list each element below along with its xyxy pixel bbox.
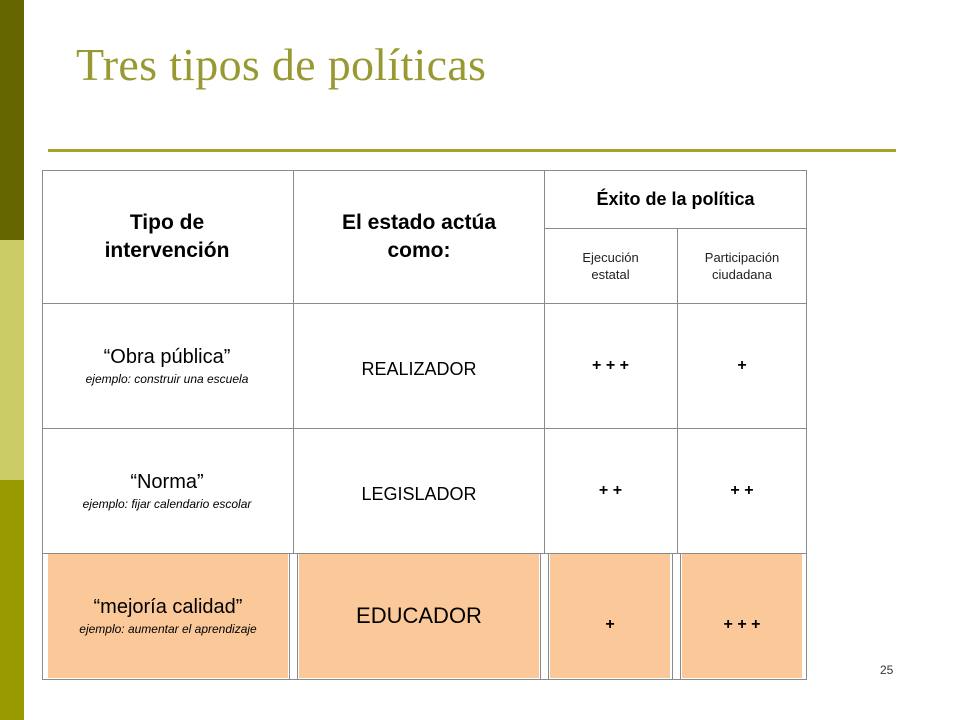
table-row-3-participation — [682, 554, 802, 678]
row-2-participation-score: + + — [730, 481, 754, 499]
table-row-1-type — [42, 303, 292, 428]
row-2-title: “Norma” — [130, 470, 204, 493]
row-1-execution-score: + + + — [592, 356, 629, 374]
table-row-1-actor — [294, 303, 544, 428]
table-divider-row-1 — [42, 303, 807, 304]
header-citizen-participation-label: Participación ciudadana — [704, 249, 780, 282]
table-border-bottom — [42, 679, 807, 680]
row-1-title: “Obra pública” — [103, 345, 231, 368]
row-3-divider-f — [680, 554, 681, 680]
policy-table — [42, 170, 807, 680]
row-1-example: ejemplo: construir una escuela — [85, 371, 249, 386]
header-intervention-type-label: Tipo de intervención — [104, 210, 230, 262]
row-3-divider-a — [289, 554, 290, 680]
header-state-role-label: El estado actúa como: — [341, 210, 497, 262]
row-2-example: ejemplo: fijar calendario escolar — [82, 496, 252, 511]
header-state-execution-label: Ejecución estatal — [582, 249, 639, 282]
table-row-1-participation — [677, 303, 807, 428]
header-policy-success — [544, 170, 807, 228]
header-intervention-type — [42, 170, 292, 303]
table-divider-col-3 — [677, 228, 678, 554]
row-3-example: ejemplo: aumentar el aprendizaje — [79, 622, 257, 636]
row-3-divider-d — [548, 554, 549, 680]
table-row-2-type — [42, 428, 292, 553]
table-border-right — [806, 170, 807, 680]
table-row-3-execution — [550, 554, 670, 678]
header-state-role — [294, 170, 544, 303]
table-border-top — [42, 170, 807, 171]
header-policy-success-label: Éxito de la política — [596, 188, 755, 209]
slide-title: Tres tipos de políticas — [76, 39, 487, 90]
sidebar-band-light — [0, 240, 24, 480]
table-border-left — [42, 170, 43, 680]
row-3-participation-score: + + + — [723, 616, 761, 633]
row-3-divider-e — [672, 554, 673, 680]
row-2-actor: LEGISLADOR — [361, 484, 477, 504]
table-row-2-execution — [544, 428, 677, 553]
row-3-title: “mejoría calidad” — [93, 596, 243, 618]
row-2-execution-score: + + — [598, 481, 623, 499]
table-row-3-type — [48, 554, 288, 678]
table-divider-col-1 — [293, 170, 294, 554]
table-divider-row-2 — [42, 428, 807, 429]
table-row-2-participation — [677, 428, 807, 553]
header-state-execution — [544, 228, 677, 303]
row-1-participation-score: + — [737, 356, 747, 374]
header-citizen-participation — [677, 228, 807, 303]
page-number: 25 — [880, 663, 894, 677]
header-sub-divider — [544, 228, 807, 229]
table-row-2-actor — [294, 428, 544, 553]
sidebar-band-dark — [0, 0, 24, 240]
row-3-execution-score: + — [605, 616, 615, 633]
table-divider-row-3 — [42, 553, 807, 554]
row-1-actor: REALIZADOR — [361, 359, 477, 379]
table-row-1-execution — [544, 303, 677, 428]
sidebar-band-mid — [0, 480, 24, 720]
title-divider — [48, 149, 896, 152]
row-3-actor: EDUCADOR — [356, 603, 482, 628]
row-3-divider-b — [297, 554, 298, 680]
table-row-3-actor — [299, 554, 539, 678]
row-3-divider-c — [540, 554, 541, 680]
